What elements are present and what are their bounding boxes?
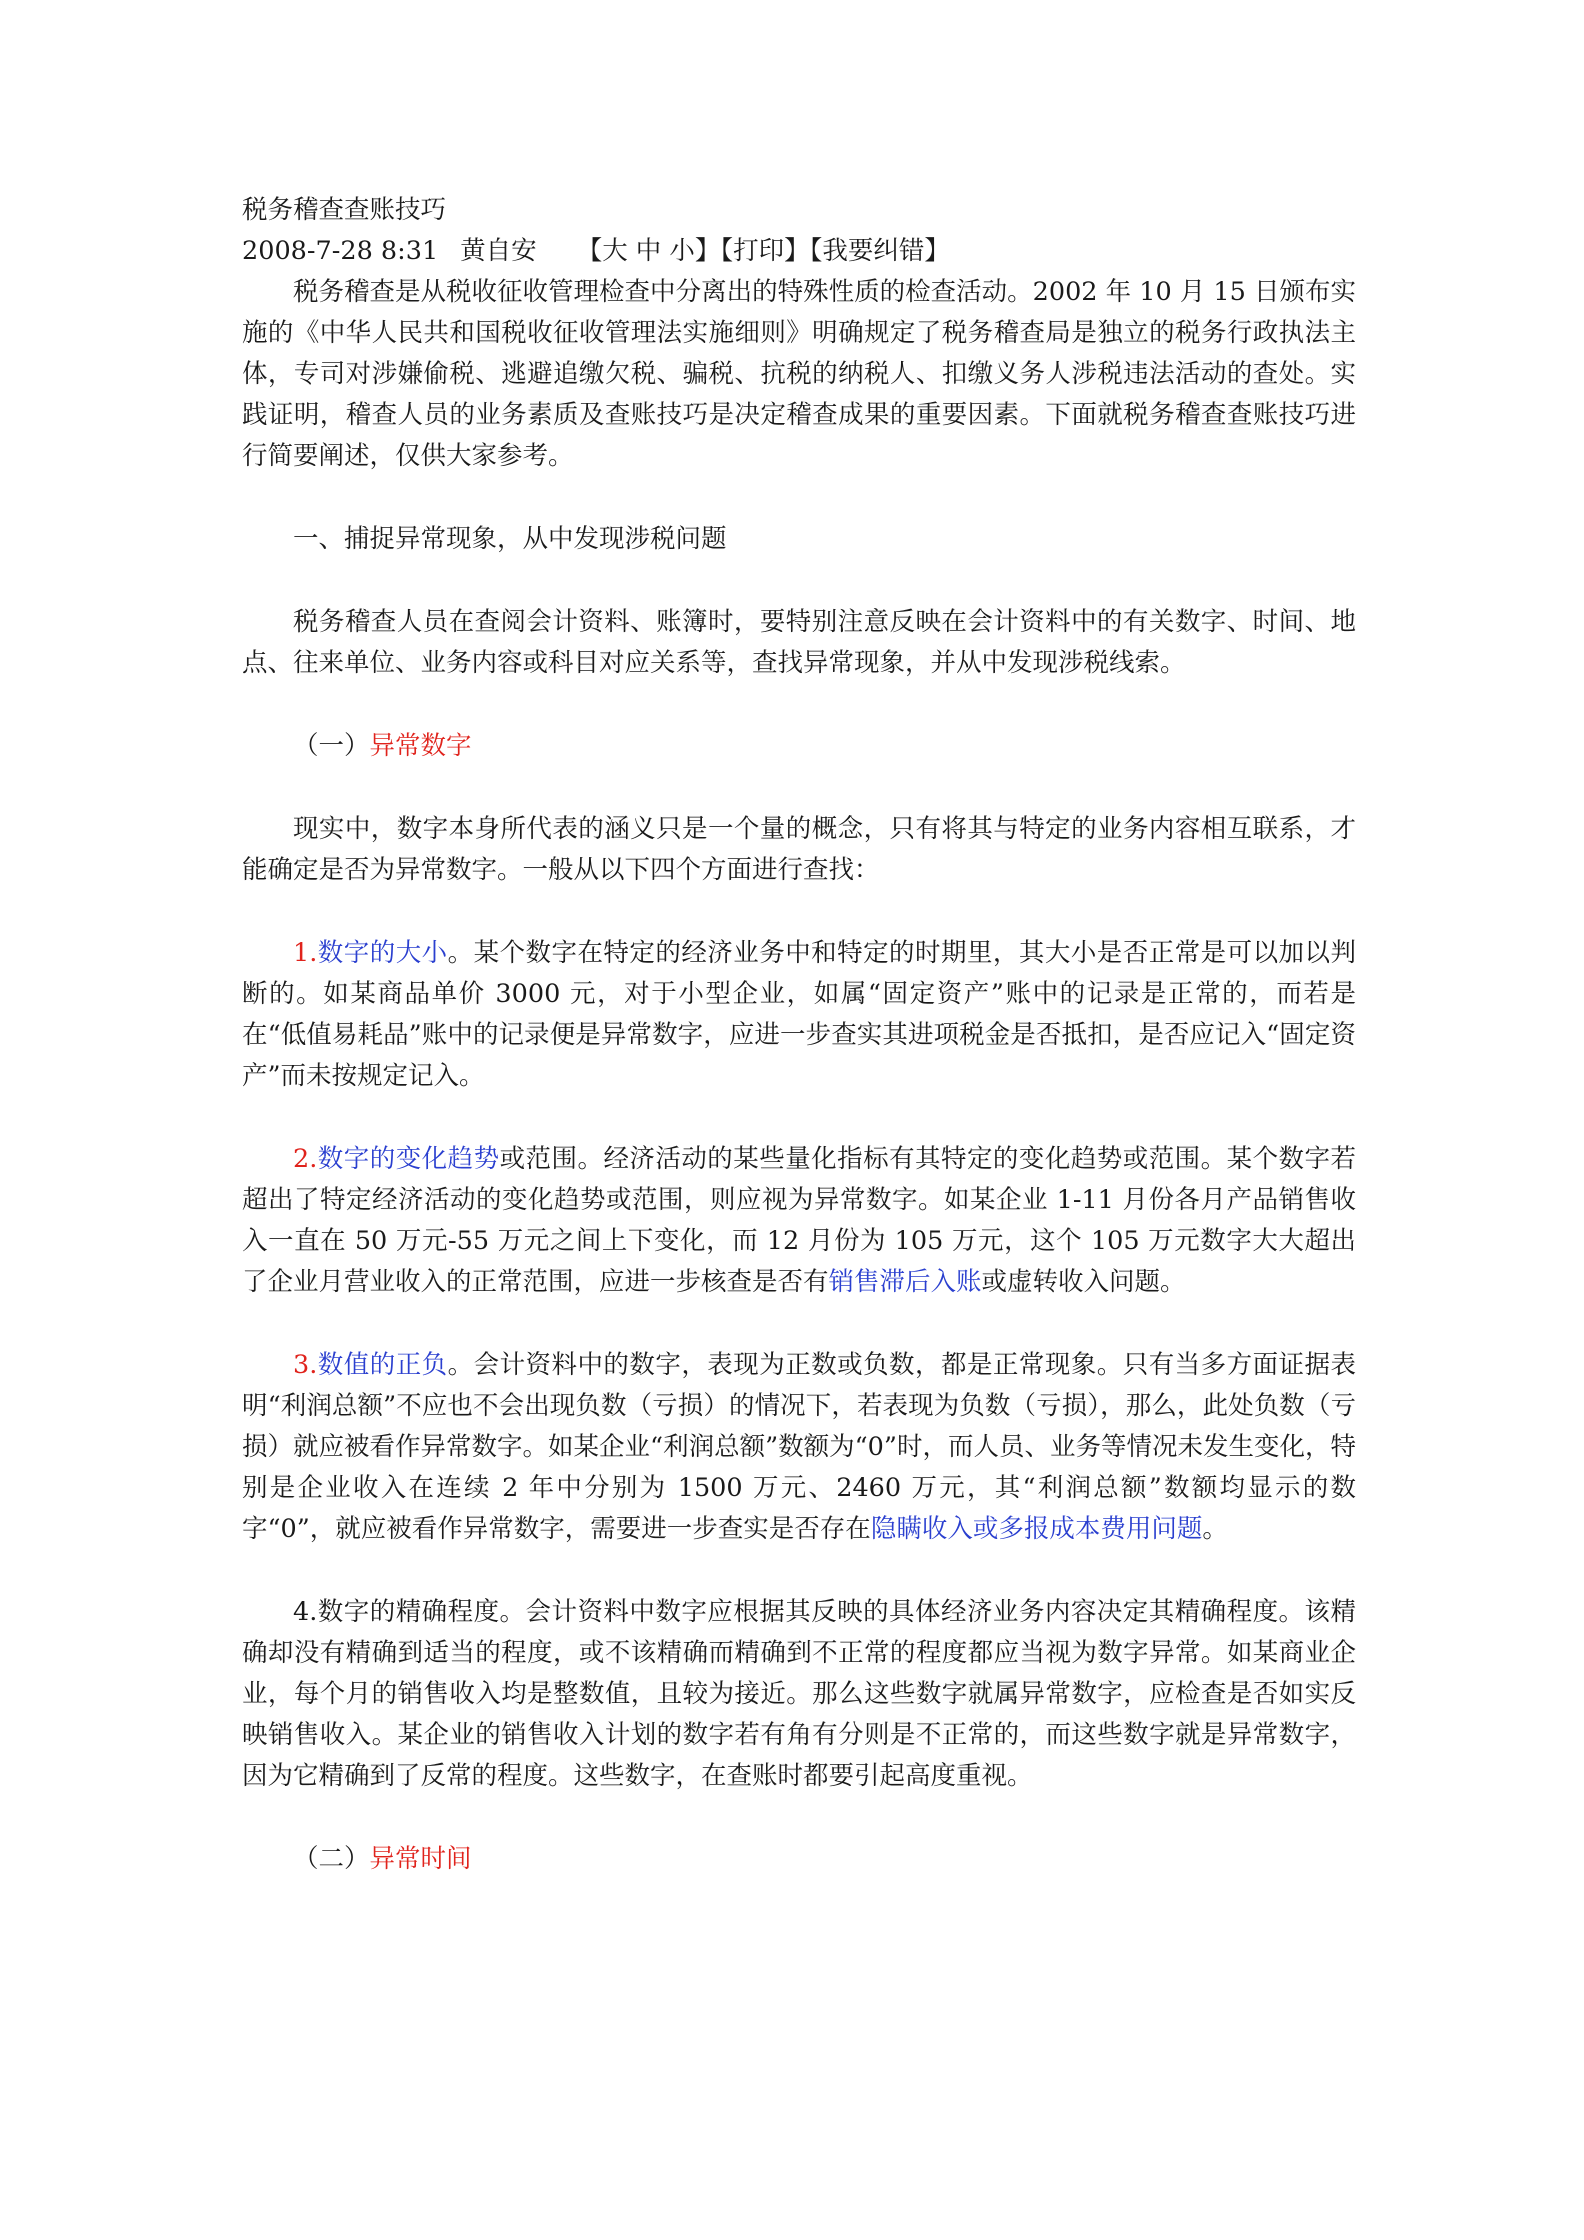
item-paragraph-4: 4.数字的精确程度。会计资料中数字应根据其反映的具体经济业务内容决定其精确程度。该精确却没有精确到适当的程度，或不该精确而精确到不正常的程度都应当视为数字异常。如某商业企业，每个月的销售收入均是整数值，且较为接近。那么这些数字就属异常数字，应检查是否如实反映销售收入。某企业的销售收入计划的数字若有角有分则是不正常的，而这些数字就是异常数字，因为它精确到了反常的程度。这些数字，在查账时都要引起高度重视。: [242, 1597, 1356, 1791]
report-error-link[interactable]: 【我要纠错】: [809, 236, 950, 266]
item-paragraph-3: [242, 1345, 1356, 1550]
item-text: 。某个数字在特定的经济业务中和特定的时期里，其大小是否正常是可以加以判断的。如某商品单价 3000 元，对于小型企业，如属“固定资产”账中的记录是正常的，而若是在“低值易耗品”账中的记录便是异常数字，应进一步查实其进项税金是否抵扣，是否应记入“固定资产”而未按规定记入。: [242, 938, 1356, 1091]
article-body: [242, 190, 1356, 1880]
item-number: 1.: [293, 938, 318, 968]
subsection-title: 异常时间: [369, 1844, 472, 1874]
subsection-intro: 现实中，数字本身所代表的涵义只是一个量的概念，只有将其与特定的业务内容相互联系，才能确定是否为异常数字。一般从以下四个方面进行查找：: [242, 814, 1356, 885]
print-link[interactable]: 【打印】: [720, 236, 810, 266]
subsection-heading-2: [242, 1839, 1356, 1880]
font-size-controls[interactable]: 【大 中 小】: [576, 236, 721, 266]
section-paragraph-1: 税务稽查人员在查阅会计资料、账簿时，要特别注意反映在会计资料中的有关数字、时间、地点、往来单位、业务内容或科目对应关系等，查找异常现象，并从中发现涉税线索。: [242, 607, 1356, 678]
item-paragraph-1: [242, 933, 1356, 1097]
section-heading-1: 一、捕捉异常现象，从中发现涉税问题: [293, 524, 727, 554]
subsection-prefix: （二）: [293, 1844, 370, 1874]
article-title: 税务稽查查账技巧: [242, 195, 447, 225]
publish-datetime: 2008-7-28 8:31: [242, 236, 439, 266]
subsection-heading-1: [242, 726, 1356, 767]
item-title-link[interactable]: 数值的正负: [317, 1350, 448, 1380]
item-text: 。会计资料中的数字，表现为正数或负数，都是正常现象。只有当多方面证据表明“利润总额”不应也不会出现负数（亏损）的情况下，若表现为负数（亏损），那么，此处负数（亏损）就应被看作异常数字。如某企业“利润总额”数额为“0”时，而人员、业务等情况未发生变化，特别是企业收入在连续 2 年中分别为 1500 万元、2460 万元，其“利润总额”数额均显示的数字“0”，就应被看作异常数字，需要进一步查实是否存在: [242, 1350, 1356, 1544]
inline-link[interactable]: 隐瞒收入或多报成本费用问题: [870, 1514, 1203, 1544]
intro-paragraph: 税务稽查是从税收征收管理检查中分离出的特殊性质的检查活动。2002 年 10 月 15 日颁布实施的《中华人民共和国税收征收管理法实施细则》明确规定了税务稽查局是独立的税务行政执法主体，专司对涉嫌偷税、逃避追缴欠税、骗税、抗税的纳税人、扣缴义务人涉税违法活动的查处。实践证明，稽查人员的业务素质及查账技巧是决定稽查成果的重要因素。下面就税务稽查查账技巧进行简要阐述，仅供大家参考。: [242, 277, 1356, 471]
item-text: 或范围。经济活动的某些量化指标有其特定的变化趋势或范围。某个数字若超出了特定经济活动的变化趋势或范围，则应视为异常数字。如某企业 1-11 月份各月产品销售收入一直在 50 万元-55 万元之间上下变化，而 12 月份为 105 万元，这个 105 万元数字大大超出了企业月营业收入的正常范围，应进一步核查是否有: [242, 1144, 1356, 1297]
item-text: 。: [1202, 1514, 1228, 1544]
item-text: 或虚转收入问题。: [981, 1267, 1186, 1297]
item-number: 2.: [293, 1144, 318, 1174]
item-title-link[interactable]: 数字的大小: [317, 938, 448, 968]
subsection-prefix: （一）: [293, 731, 370, 761]
inline-link[interactable]: 销售滞后入账: [828, 1267, 982, 1297]
author-name: 黄自安: [460, 236, 537, 266]
item-paragraph-2: [242, 1139, 1356, 1303]
article-meta: [242, 231, 1356, 272]
item-number: 3.: [293, 1350, 318, 1380]
subsection-title: 异常数字: [369, 731, 472, 761]
item-title-link[interactable]: 数字的变化趋势: [317, 1144, 500, 1174]
